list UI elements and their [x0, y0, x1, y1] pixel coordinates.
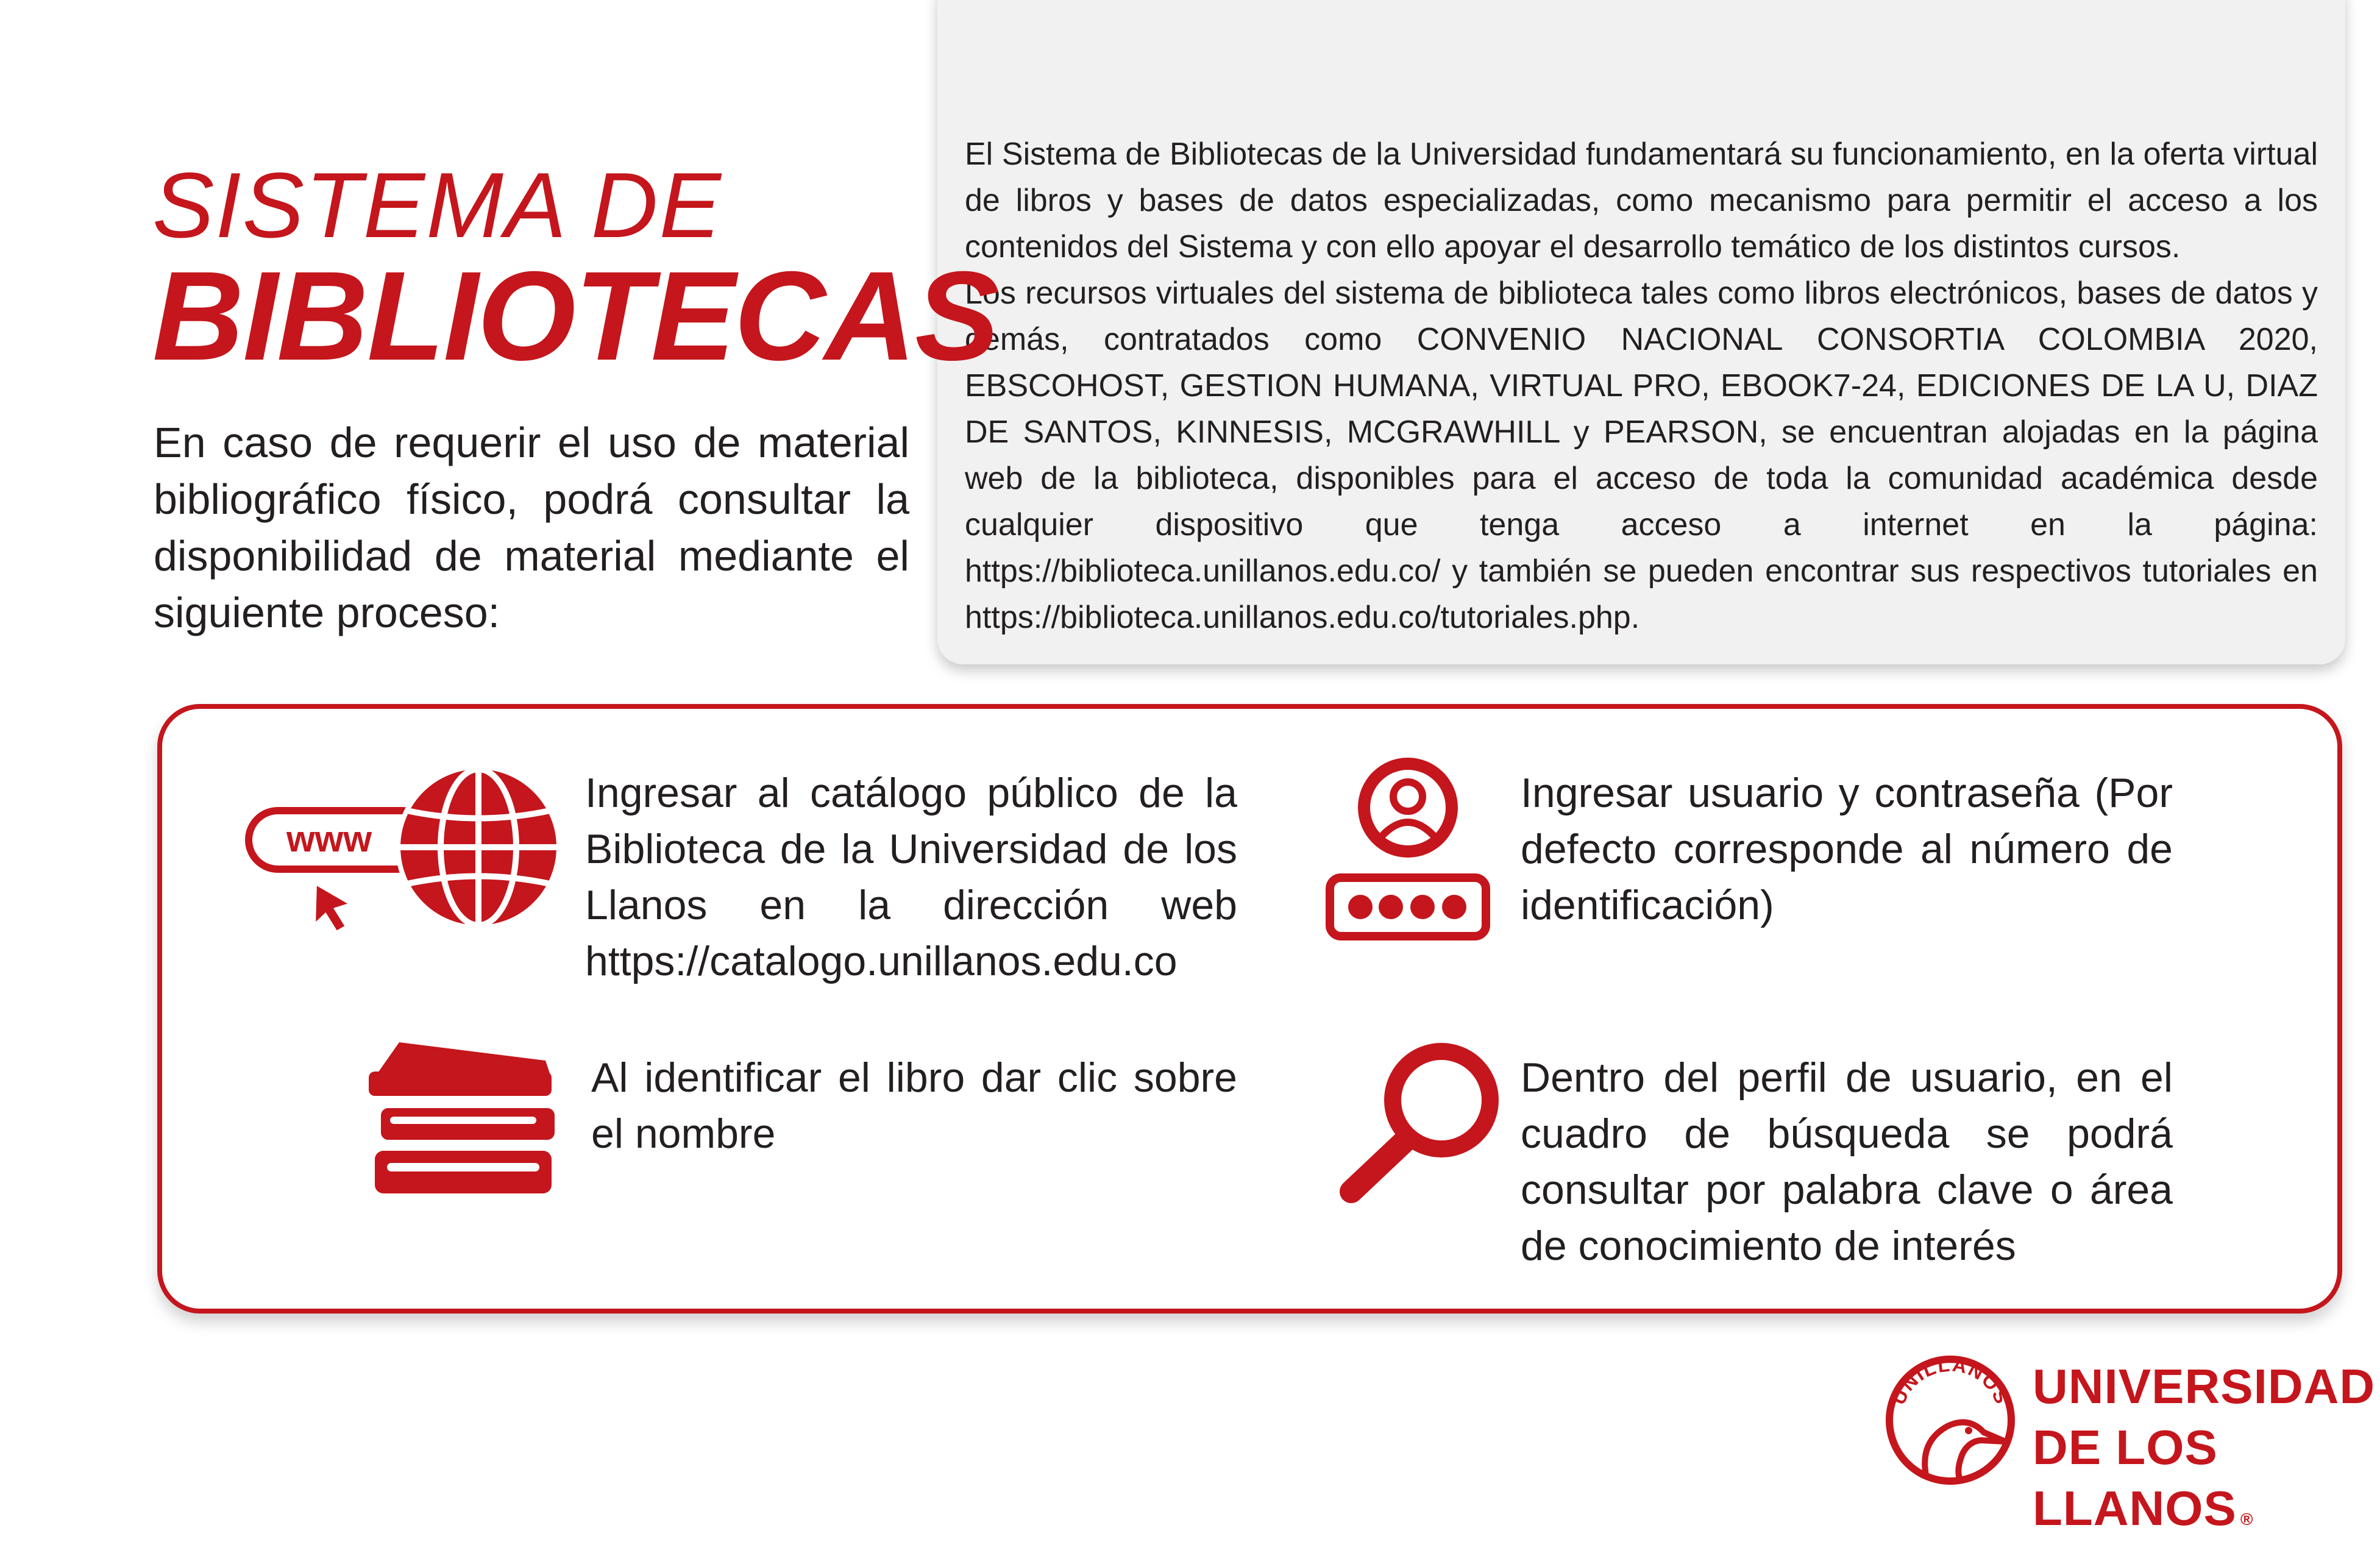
- page-title-line-1: SISTEMA DE: [152, 154, 722, 257]
- info-paragraph-2: Los recursos virtuales del sistema de biblioteca tales como libros electrónicos, bases de datos y demás, contratados como CONVENIO NACIONAL CONSORTIA COLOMBIA 2020, EBSCOHOST, GESTION HUMANA, VIRTUAL PRO, EBOOK7-24, EDICIONES DE LA U, DIAZ DE SANTOS, KINNESIS, MCGRAWHILL y PEARSON, se encuentran alojadas en la página web de la biblioteca, disponibles para el acceso de toda la comunidad académica desde cualquier dispositivo que tenga acceso a internet en la página: https://biblioteca.unillanos.edu.co/ y también se pueden encontrar sus respectivos tutoriales en: [965, 276, 2318, 589]
- intro-text: En caso de requerir el uso de material bibliográfico físico, podrá consultar la disponibilidad de material mediante el siguiente proceso:: [154, 419, 909, 636]
- university-logo: [2033, 1356, 2380, 1550]
- www-label: www: [286, 819, 372, 859]
- registered-mark: ®: [2240, 1510, 2254, 1529]
- logo-line-2-wrap: [2033, 1417, 2380, 1550]
- svg-text:UNILLANOS: [1887, 1353, 2014, 1407]
- emblem-text: UNILLANOS: [1887, 1353, 2014, 1408]
- page-title-line-2: BIBLIOTECAS: [152, 246, 998, 387]
- step-1-text: Ingresar al catálogo público de la Biblioteca de la Universidad de los Llanos en la dirección web https://catalogo.unillanos.edu.co: [585, 770, 1237, 984]
- info-paragraph-1: El Sistema de Bibliotecas de la Universidad fundamentará su funcionamiento, en la oferta virtual de libros y bases de datos especializadas, como mecanismo para permitir el acceso a los contenidos del Sistema y con ello apoyar el desarrollo temático de los distintos cursos.: [965, 137, 2318, 265]
- magnifier-icon: [1338, 1036, 1508, 1213]
- www-globe-icon: [244, 765, 561, 942]
- books-icon: [363, 1036, 564, 1207]
- user-password-icon: [1323, 753, 1493, 948]
- logo-line-2: DE LOS LLANOS: [2033, 1420, 2237, 1535]
- step-3-text: Al identificar el libro dar clic sobre el nombre: [591, 1054, 1237, 1157]
- step-4-text: Dentro del perfil de usuario, en el cuadro de búsqueda se podrá consultar por palabra clave o área de conocimiento de interés: [1521, 1054, 2173, 1269]
- info-paragraph-2-url: https://biblioteca.unillanos.edu.co/tutoriales.php.: [965, 600, 1640, 635]
- step-2-text: Ingresar usuario y contraseña (Por defecto corresponde al número de identificación): [1521, 770, 2173, 928]
- logo-line-1: UNIVERSIDAD: [2033, 1359, 2376, 1413]
- info-panel-text: [965, 131, 2318, 641]
- unillanos-emblem-icon: [1883, 1350, 2017, 1490]
